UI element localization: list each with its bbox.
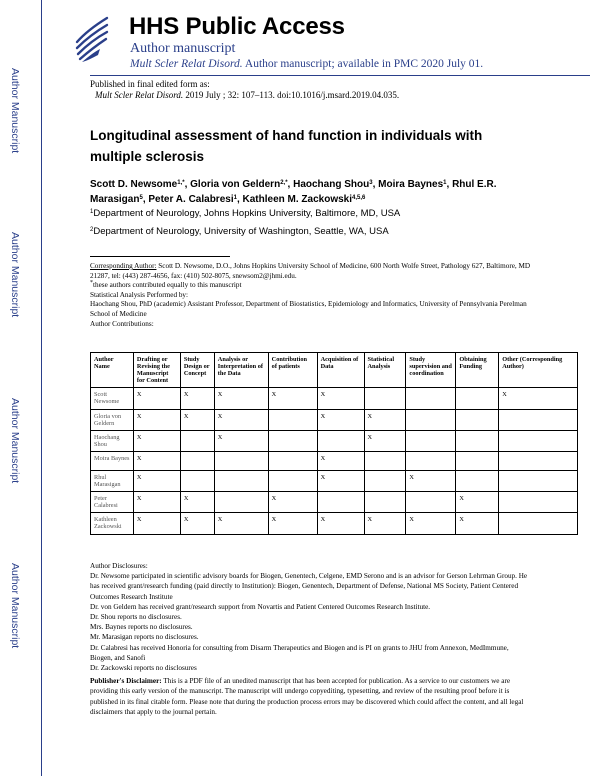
table-cell: X: [317, 409, 364, 430]
table-cell: [364, 451, 406, 470]
author-notes: [90, 262, 535, 329]
citation-details: 2019 July ; 32: 107–113. doi:10.1016/j.msard.2019.04.035.: [183, 90, 400, 100]
table-cell: [180, 430, 214, 451]
corresponding-author: Corresponding Author: Scott D. Newsome, D.O., Johns Hopkins University School of Medicine, 600 North Wolfe Street, Pathology 627, Baltimore, MD 21287, tel: (443) 287-4656, fax: (410) 502-8075, snewsom2@jhmi.edu.: [90, 262, 531, 280]
table-header: Study Design or Concept: [180, 353, 214, 388]
table-cell: X: [406, 513, 456, 534]
header-journal-availability: Author manuscript; available in PMC 2020 July 01.: [242, 58, 484, 70]
table-cell: X: [133, 451, 180, 470]
table-cell: X: [317, 470, 364, 491]
table-cell: [499, 492, 578, 513]
table-cell: [268, 430, 317, 451]
table-cell: [499, 451, 578, 470]
disclosure-item: Mrs. Baynes reports no disclosures.: [90, 623, 193, 632]
author-name-cell: Kathleen Zackowski: [91, 513, 134, 534]
statistical-analysis-text: Haochang Shou, PhD (academic) Assistant Professor, Department of Biostatistics, Epidemiology and Informatics, University of Pennsylvania Perelman School of Medicine: [90, 300, 527, 318]
table-cell: X: [214, 409, 268, 430]
table-cell: [406, 409, 456, 430]
table-cell: X: [214, 388, 268, 409]
table-cell: [499, 513, 578, 534]
table-cell: [268, 451, 317, 470]
table-cell: [499, 430, 578, 451]
author: Gloria von Geldern$^{2,*}$: [190, 179, 288, 190]
author-name-cell: Haochang Shou: [91, 430, 134, 451]
table-cell: X: [180, 513, 214, 534]
table-cell: [499, 409, 578, 430]
published-line: Published in final edited form as:: [90, 79, 210, 89]
table-cell: [268, 470, 317, 491]
author: Haochang Shou$^3$: [293, 179, 373, 190]
author-name-cell: Scott Newsome: [91, 388, 134, 409]
contributions-table: [90, 352, 578, 535]
table-cell: [268, 409, 317, 430]
author-list: Scott D. Newsome$^{1,*}$, Gloria von Geldern$^{2,*}$, Haochang Shou$^3$, Moira Baynes$^1$, Rhul E.R. Marasigan$^5$, Peter A. Calabresi$^1$, Kathleen M. Zackowski$^{4,5,6}$: [90, 179, 497, 205]
table-cell: [214, 470, 268, 491]
table-row: [91, 430, 578, 451]
affiliation: $^1$Department of Neurology, Johns Hopkins University, Baltimore, MD, USA: [90, 208, 401, 219]
table-header: Study supervision and coordination: [406, 353, 456, 388]
table-cell: [214, 451, 268, 470]
table-cell: X: [364, 513, 406, 534]
table-cell: X: [180, 492, 214, 513]
table-header: Drafting or Revising the Manuscript for Content: [133, 353, 180, 388]
table-cell: [364, 492, 406, 513]
header-journal-name: Mult Scler Relat Disord.: [130, 58, 243, 70]
table-header-row: [91, 353, 578, 388]
article-title: Longitudinal assessment of hand function in individuals with multiple sclerosis: [90, 128, 483, 164]
author-name-cell: Moira Baynes: [91, 451, 134, 470]
equal-contribution-note: *these authors contributed equally to this manuscript: [90, 280, 242, 290]
sidebar-label: Author Manuscript: [9, 563, 21, 649]
table-cell: X: [133, 513, 180, 534]
sidebar-label: Author Manuscript: [9, 232, 21, 318]
table-row: [91, 388, 578, 409]
table-cell: X: [133, 492, 180, 513]
table-cell: [456, 430, 499, 451]
affiliation: $^2$Department of Neurology, University of Washington, Seattle, WA, USA: [90, 226, 389, 237]
table-row: [91, 513, 578, 534]
table-cell: X: [456, 492, 499, 513]
table-cell: X: [268, 513, 317, 534]
author: Kathleen M. Zackowski$^{4,5,6}$: [242, 194, 366, 205]
table-cell: X: [133, 409, 180, 430]
table-cell: [214, 492, 268, 513]
sidebar-label: Author Manuscript: [9, 398, 21, 484]
disclosure-item: Mr. Marasigan reports no disclosures.: [90, 633, 199, 642]
table-row: [91, 451, 578, 470]
sidebar-label: Author Manuscript: [9, 68, 21, 154]
table-cell: [406, 430, 456, 451]
disclosure-item: Dr. von Geldern has received grant/research support from Novartis and Patient Centered Outcomes Research Institute.: [90, 602, 431, 611]
table-cell: [406, 451, 456, 470]
table-cell: [180, 451, 214, 470]
table-header: Author Name: [91, 353, 134, 388]
footnote-rule: [90, 256, 230, 257]
table-cell: X: [499, 388, 578, 409]
citation-journal: Mult Scler Relat Disord.: [95, 90, 184, 100]
disclosure-item: Dr. Calabresi has received Honoria for consulting from Disarm Therapeutics and Biogen and is PI on grants to JHU from Annexon, MedImmune, Biogen, and Sanofi: [90, 643, 509, 662]
table-header: Other (Corresponding Author): [499, 353, 578, 388]
table-cell: X: [456, 513, 499, 534]
author-name-cell: Rhul Marasigan: [91, 470, 134, 491]
author: Scott D. Newsome$^{1,*}$: [90, 179, 185, 190]
table-cell: [456, 409, 499, 430]
table-cell: X: [180, 388, 214, 409]
disclosure-item: Dr. Newsome participated in scientific advisory boards for Biogen, Genentech, Celgene, EMD Serono and is an advisor for Gerson Lehrman Group. He has received grant/research funding (paid directly to Institution): Biogen, Genentech, Department of Defense, National MS Society, Patient Centered Outcomes Research Institute: [90, 572, 528, 601]
table-cell: X: [268, 388, 317, 409]
disclosures: [90, 561, 530, 717]
table-cell: X: [214, 430, 268, 451]
author-name-cell: Peter Calabresi: [91, 492, 134, 513]
table-header: Obtaining Funding: [456, 353, 499, 388]
table-cell: [456, 388, 499, 409]
table-cell: [364, 470, 406, 491]
table-row: [91, 492, 578, 513]
citation: [95, 90, 399, 101]
table-cell: X: [180, 409, 214, 430]
author: Moira Baynes$^1$: [378, 179, 447, 190]
disclosure-item: Dr. Shou reports no disclosures.: [90, 613, 182, 622]
author: Peter A. Calabresi$^1$: [148, 194, 237, 205]
disclosure-item: Dr. Zackowski reports no disclosures: [90, 664, 197, 673]
publisher-disclaimer: Publisher's Disclaimer: This is a PDF file of an unedited manuscript that has been accepted for publication. As a service to our customers we are providing this early version of the manuscript. The manuscript will undergo copyediting, typesetting, and review of the resulting proof before it is published in its final citable form. Please note that during the production process errors may be discovered which could affect the content, and all legal disclaimers that apply to the journal pertain.: [90, 677, 524, 716]
table-cell: [317, 430, 364, 451]
table-row: [91, 470, 578, 491]
table-cell: X: [133, 470, 180, 491]
table-cell: [406, 492, 456, 513]
author-name-cell: Gloria von Geldern: [91, 409, 134, 430]
table-cell: X: [317, 451, 364, 470]
table-cell: [499, 470, 578, 491]
table-cell: X: [364, 430, 406, 451]
header-subtitle: Author manuscript: [130, 41, 236, 56]
table-cell: [317, 492, 364, 513]
table-cell: [180, 470, 214, 491]
table-cell: X: [268, 492, 317, 513]
header-rule: [90, 75, 590, 76]
sidebar-rule: [41, 0, 42, 776]
header-journal: [130, 58, 483, 70]
hhs-eagle-icon: [74, 12, 110, 64]
table-cell: X: [406, 470, 456, 491]
table-cell: [406, 388, 456, 409]
table-cell: X: [214, 513, 268, 534]
table-cell: X: [317, 513, 364, 534]
statistical-analysis-label: Statistical Analysis Performed by:: [90, 290, 189, 299]
table-header: Statistical Analysis: [364, 353, 406, 388]
table-row: [91, 409, 578, 430]
author-contributions-label: Author Contributions:: [90, 319, 154, 328]
table-header: Acquisition of Data: [317, 353, 364, 388]
table-cell: X: [317, 388, 364, 409]
table-header: Analysis or Interpretation of the Data: [214, 353, 268, 388]
table-cell: X: [133, 388, 180, 409]
author: Rhul E.R. Marasigan$^5$: [90, 179, 497, 205]
table-header: Contribution of patients: [268, 353, 317, 388]
table-cell: [456, 451, 499, 470]
header-title: HHS Public Access: [129, 13, 345, 40]
table-cell: X: [133, 430, 180, 451]
table-cell: [364, 388, 406, 409]
disclosures-label: Author Disclosures:: [90, 562, 148, 570]
table-cell: [456, 470, 499, 491]
table-cell: X: [364, 409, 406, 430]
